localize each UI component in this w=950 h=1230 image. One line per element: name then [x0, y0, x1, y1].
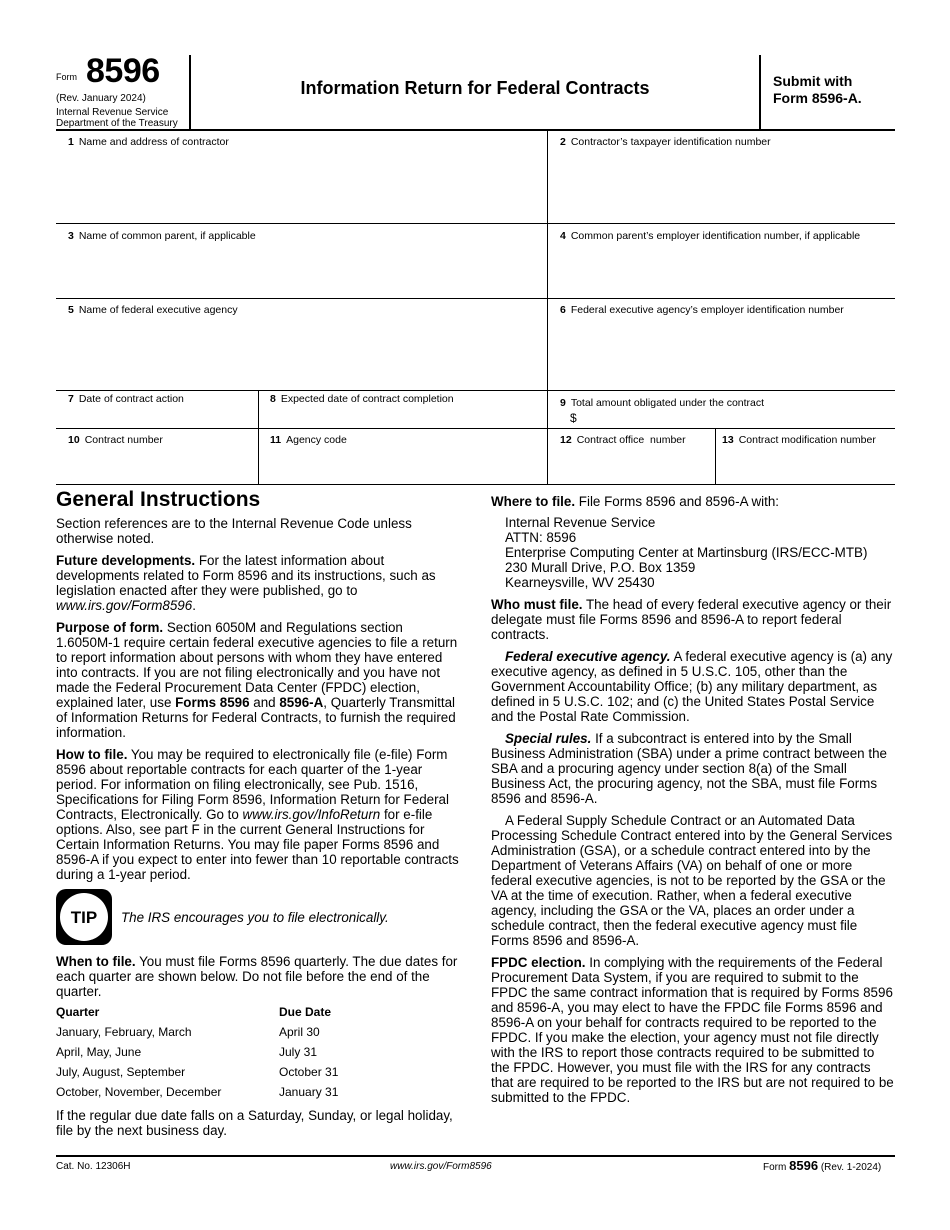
- field-number: 3: [68, 230, 74, 242]
- who-must-file-head: Who must file.: [491, 597, 583, 612]
- field-label: Contract office number: [576, 434, 686, 446]
- general-instructions-heading: General Instructions: [56, 488, 261, 511]
- field-label: Agency code: [286, 434, 347, 446]
- field-5-agency-name[interactable]: [56, 299, 547, 390]
- mailing-address: [491, 515, 896, 590]
- field-12-contract-office-number[interactable]: [548, 429, 715, 484]
- where-to-file-head: Where to file.: [491, 494, 576, 509]
- table-row: [56, 1063, 338, 1083]
- field-number: 10: [68, 434, 80, 446]
- address-line: ATTN: 8596: [505, 530, 577, 545]
- address-line: Internal Revenue Service: [505, 515, 656, 530]
- field-number: 13: [722, 434, 734, 446]
- field-11-agency-code[interactable]: [258, 429, 547, 484]
- footer-url[interactable]: www.irs.gov/Form8596: [390, 1161, 492, 1172]
- field-label: Contract modification number: [738, 434, 876, 446]
- field-number: 6: [560, 304, 566, 316]
- when-to-file-head: When to file.: [56, 954, 136, 969]
- field-label: Contract number: [84, 434, 163, 446]
- field-label: Contractor’s taxpayer identification number: [570, 136, 771, 148]
- tip-text: The IRS encourages you to file electronically.: [121, 909, 389, 925]
- field-13-contract-modification-number[interactable]: [716, 429, 895, 484]
- quarter-cell: April, May, June: [56, 1045, 142, 1059]
- revision-date: (Rev. January 2024): [56, 93, 146, 104]
- field-label: Name of common parent, if applicable: [78, 230, 256, 242]
- forms-8596-bold: Forms 8596: [175, 695, 250, 710]
- quarter-cell: January, February, March: [56, 1025, 192, 1039]
- address-line: Kearneysville, WV 25430: [505, 575, 655, 590]
- instructions-right-column: [491, 494, 896, 1112]
- purpose-body-end: , Quarterly Transmittal of Information Returns for Federal Contracts, to furnish the required information.: [56, 695, 456, 740]
- due-date-cell: April 30: [279, 1025, 320, 1039]
- how-to-file-body-end: for e-file options. Also, see part F in the current General Instructions for Certain Information Returns. You may file paper Forms 8596 and 8596-A if you expect to enter into fewer than 10 reportable contracts during a 1-year period.: [56, 807, 459, 882]
- address-line: Enterprise Computing Center at Martinsburg (IRS/ECC-MTB): [505, 545, 868, 560]
- supply-schedule-contract: A Federal Supply Schedule Contract or an Automated Data Processing Schedule Contract entered into by the General Services Administration (GSA), or a schedule contract entered into by the Department of Veterans Affairs (VA) on behalf of one or more federal executive agencies, is not to be reported by the GSA or the VA at the time of execution. Rather, when a federal executive agency, including the GSA or the VA, places an order under a schedule contract, then the federal executive agency must file Forms 8596 and 8596-A.: [491, 813, 893, 948]
- fea-body: A federal executive agency is (a) any executive agency, as defined in 5 U.S.C. 105, other than the Government Accountability Office; (b) any military department, as defined in 5 U.S.C. 102; and (c) the United States Postal Service and the Postal Rate Commission.: [491, 649, 893, 724]
- future-developments-end: .: [192, 598, 196, 613]
- irs-form8596-link[interactable]: www.irs.gov/Form8596: [56, 598, 193, 613]
- footer-revision: (Rev. 1-2024): [820, 1162, 882, 1173]
- special-rules: [491, 731, 896, 806]
- table-row: [56, 1083, 338, 1103]
- when-to-file-body: You must file Forms 8596 quarterly. The due dates for each quarter are shown below. Do not file before the end of the quarter.: [56, 954, 458, 999]
- tip-callout: [56, 889, 462, 945]
- purpose-and: and: [249, 695, 280, 710]
- submit-with-note: [773, 73, 862, 107]
- field-label: Name of federal executive agency: [78, 304, 238, 316]
- grid-hline-5: [56, 484, 895, 485]
- field-label: Federal executive agency’s employer identification number: [570, 304, 844, 316]
- federal-executive-agency: [491, 649, 896, 724]
- field-9-total-amount[interactable]: [548, 392, 895, 428]
- info-return-link[interactable]: www.irs.gov/InfoReturn: [242, 807, 381, 822]
- future-developments-head: Future developments.: [56, 553, 196, 568]
- due-date-header: Due Date: [279, 1005, 332, 1019]
- where-to-file: [491, 494, 896, 509]
- how-to-file: [56, 747, 462, 882]
- table-row: [56, 1023, 338, 1043]
- field-number: 1: [68, 136, 74, 148]
- field-number: 11: [270, 434, 282, 446]
- future-developments-body: For the latest information about developments related to Form 8596 and its instructions, such as legislation enacted after they were published, go to: [56, 553, 436, 598]
- form-label: Form: [56, 72, 77, 82]
- agency-treasury: Department of the Treasury: [56, 118, 178, 129]
- who-must-file-body: The head of every federal executive agency or their delegate must file Forms 8596 and 8596-A to report federal contracts.: [491, 597, 892, 642]
- footer-form-word: Form: [763, 1162, 787, 1173]
- due-date-cell: October 31: [279, 1065, 339, 1079]
- form-8596a-bold: 8596-A: [279, 695, 324, 710]
- field-number: 7: [68, 393, 74, 405]
- tip-icon: [56, 889, 112, 945]
- field-label: Name and address of contractor: [78, 136, 229, 148]
- field-1-contractor-name-address[interactable]: [56, 131, 547, 223]
- field-number: 5: [68, 304, 74, 316]
- field-7-date-contract-action[interactable]: [56, 388, 258, 428]
- field-8-expected-completion-date[interactable]: [258, 388, 547, 428]
- purpose-of-form: [56, 620, 462, 740]
- table-row: [56, 1043, 338, 1063]
- footer-form-number: 8596: [789, 1158, 819, 1173]
- purpose-body: Section 6050M and Regulations section 1.6050M-1 require certain federal executive agencies to file a return to report information about persons with whom they have entered into contracts. If you are not filing electronically and you have not made the Federal Procurement Data Center (FPDC) election, explained later, use: [56, 620, 458, 710]
- field-number: 2: [560, 136, 566, 148]
- submit-line-2: Form 8596-A.: [773, 90, 862, 106]
- field-number: 9: [560, 397, 566, 409]
- due-date-table: [56, 1003, 338, 1103]
- catalog-number: Cat. No. 12306H: [56, 1161, 131, 1172]
- holiday-note: If the regular due date falls on a Saturday, Sunday, or legal holiday, file by the next business day.: [56, 1108, 453, 1138]
- address-line: 230 Murall Drive, P.O. Box 1359: [505, 560, 696, 575]
- field-label: Total amount obligated under the contract: [570, 397, 765, 409]
- quarter-cell: July, August, September: [56, 1065, 186, 1079]
- field-6-agency-ein[interactable]: [548, 299, 895, 390]
- field-3-common-parent-name[interactable]: [56, 225, 547, 298]
- header-divider-right: [759, 55, 761, 130]
- due-date-cell: July 31: [279, 1045, 318, 1059]
- field-4-common-parent-ein[interactable]: [548, 225, 895, 298]
- section-references: Section references are to the Internal Revenue Code unless otherwise noted.: [56, 516, 412, 546]
- submit-line-1: Submit with: [773, 73, 853, 89]
- table-header-row: [56, 1003, 338, 1023]
- fea-head: Federal executive agency.: [505, 649, 671, 664]
- tip-label: TIP: [60, 893, 108, 941]
- due-date-cell: January 31: [279, 1085, 339, 1099]
- footer-rule: [56, 1155, 895, 1157]
- field-label: Common parent’s employer identification number, if applicable: [570, 230, 861, 242]
- instructions-left-column: [56, 488, 462, 1145]
- field-number: 8: [270, 393, 276, 405]
- field-2-contractor-tin[interactable]: [548, 131, 895, 223]
- fpdc-head: FPDC election.: [491, 955, 586, 970]
- grid-hline-1: [56, 223, 895, 224]
- quarter-header: Quarter: [56, 1005, 100, 1019]
- when-to-file: [56, 954, 462, 999]
- field-label: Date of contract action: [78, 393, 184, 405]
- purpose-head: Purpose of form.: [56, 620, 164, 635]
- special-rules-body: If a subcontract is entered into by the Small Business Administration (SBA) under a prime contract between the SBA and a procuring agency under section 8(a) of the Small Business Act, the procuring agency, not the SBA, must file Forms 8596 and 8596-A.: [491, 731, 887, 806]
- how-to-file-head: How to file.: [56, 747, 128, 762]
- fpdc-election: [491, 955, 896, 1105]
- footer-form-id: [763, 1158, 881, 1173]
- form-title: Information Return for Federal Contracts: [300, 78, 650, 98]
- who-must-file: [491, 597, 896, 642]
- agency-irs: Internal Revenue Service: [56, 107, 169, 118]
- quarter-cell: October, November, December: [56, 1085, 222, 1099]
- dollar-sign: $: [570, 411, 577, 425]
- field-number: 12: [560, 434, 572, 446]
- field-number: 4: [560, 230, 566, 242]
- special-rules-head: Special rules.: [505, 731, 592, 746]
- where-to-file-body: File Forms 8596 and 8596-A with:: [575, 494, 780, 509]
- field-10-contract-number[interactable]: [56, 429, 258, 484]
- fpdc-body: In complying with the requirements of the Federal Procurement Data System, if you are required to submit to the FPDC the same contract information that is required by Forms 8596 and 8596-A, you may elect to have the FPDC file Forms 8596 and 8596-A on your behalf for contracts required to be reported to the FPDC. If you make the election, your agency must not file directly with the IRS to report those contracts required to be submitted to the FPDC. However, you must file with the IRS for any contracts that are required to be reported to the IRS but are not required to be submitted to the FPDC.: [491, 955, 894, 1105]
- field-label: Expected date of contract completion: [280, 393, 454, 405]
- form-number: 8596: [86, 52, 160, 90]
- how-to-file-body: You may be required to electronically file (e-file) Form 8596 about reportable contracts for each quarter of the 1-year period. For information on filing electronically, see Pub. 1516, Specifications for Filing Form 8596, Information Return for Federal Contracts, Electronically. Go to: [56, 747, 449, 822]
- future-developments: [56, 553, 462, 613]
